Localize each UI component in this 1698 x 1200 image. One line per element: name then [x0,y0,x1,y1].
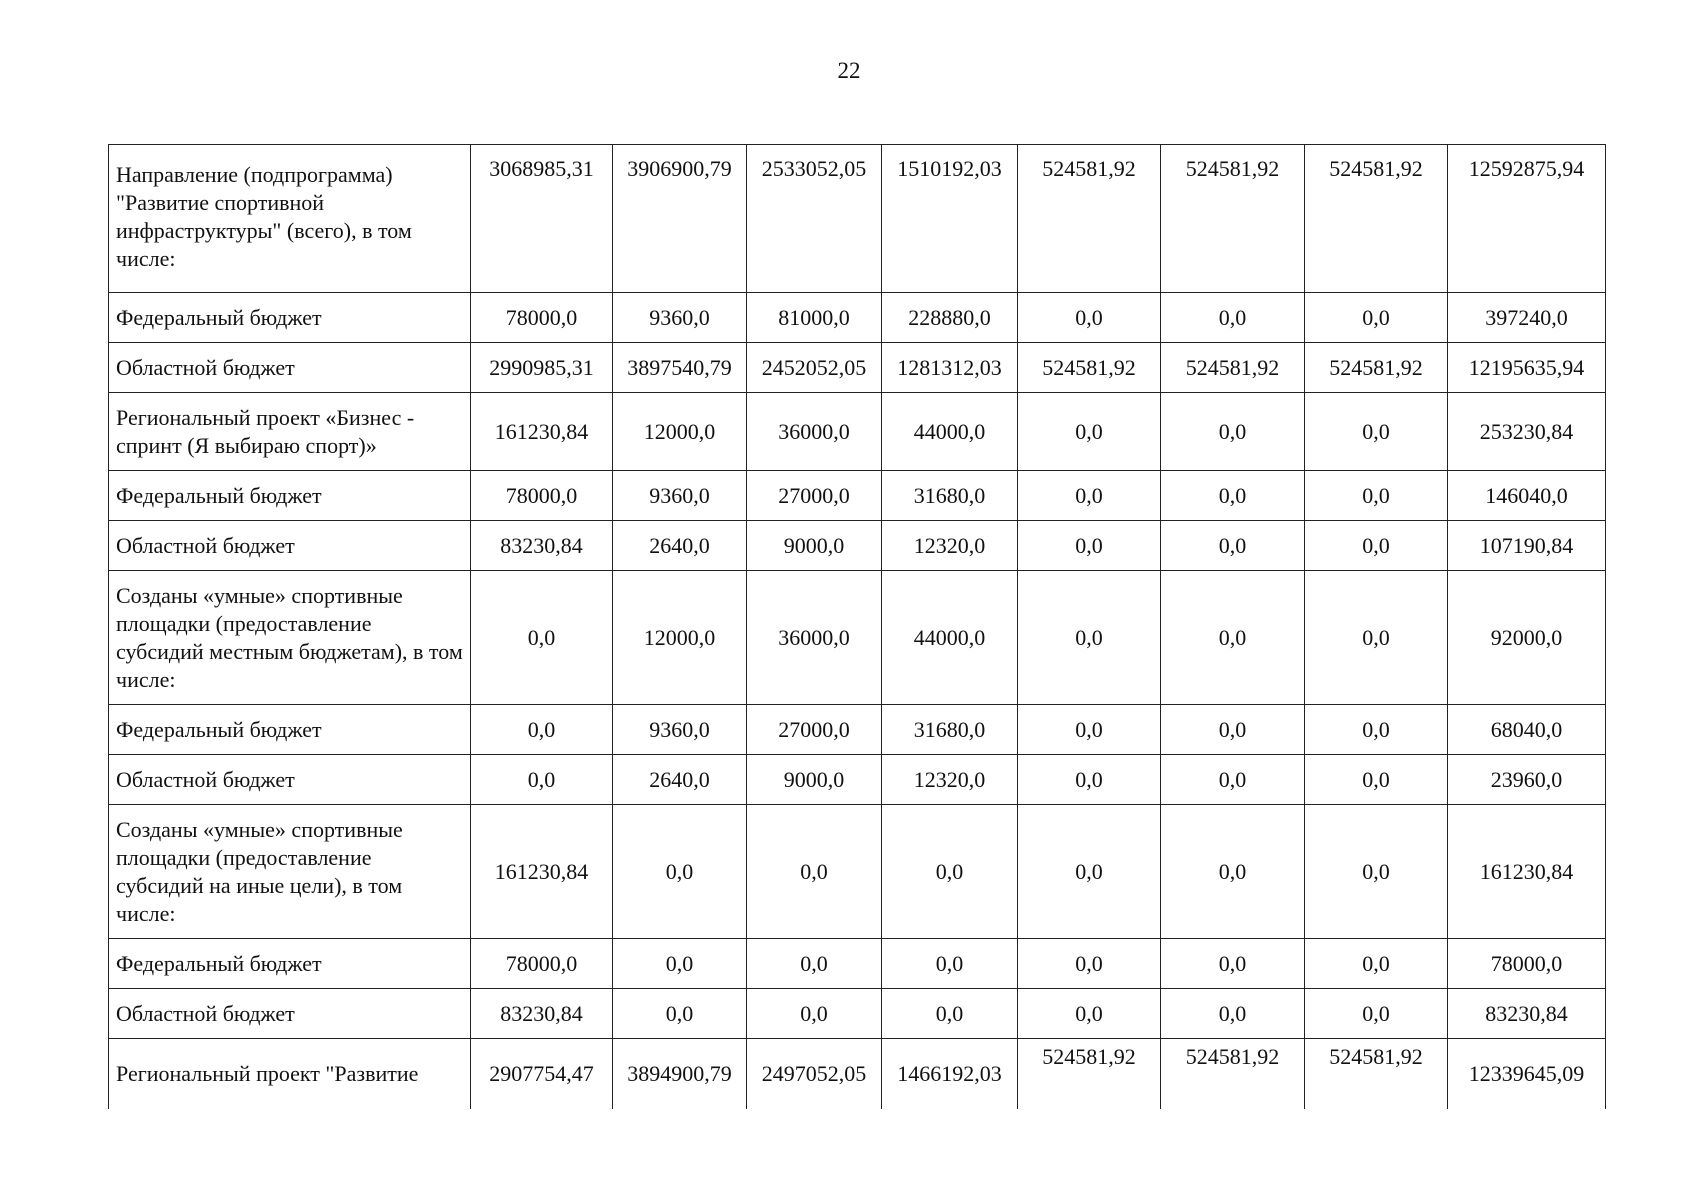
table-row [109,521,1606,571]
value-cell: 9000,0 [747,521,882,571]
value-cell: 0,0 [747,939,882,989]
row-label: Областной бюджет [109,755,471,805]
value-cell: 78000,0 [471,293,613,343]
value-cell: 78000,0 [471,471,613,521]
value-cell: 12000,0 [613,571,747,705]
value-cell: 2533052,05 [747,145,882,293]
value-cell: 0,0 [1161,939,1305,989]
total-cell: 12195635,94 [1448,343,1606,393]
value-cell: 27000,0 [747,705,882,755]
value-cell: 9360,0 [613,471,747,521]
value-cell: 228880,0 [882,293,1018,343]
value-cell: 83230,84 [471,989,613,1039]
value-cell: 0,0 [471,705,613,755]
value-cell: 0,0 [1018,989,1161,1039]
value-cell: 161230,84 [471,805,613,939]
value-cell: 44000,0 [882,571,1018,705]
value-cell: 0,0 [1018,755,1161,805]
value-cell: 0,0 [1161,521,1305,571]
total-cell: 92000,0 [1448,571,1606,705]
total-cell: 146040,0 [1448,471,1606,521]
value-cell: 0,0 [1305,939,1448,989]
row-label: Федеральный бюджет [109,471,471,521]
value-cell: 0,0 [613,805,747,939]
total-cell: 397240,0 [1448,293,1606,343]
value-cell: 1466192,03 [882,1039,1018,1109]
value-cell: 524581,92 [1161,1039,1305,1109]
value-cell: 1281312,03 [882,343,1018,393]
value-cell: 3894900,79 [613,1039,747,1109]
row-label: Федеральный бюджет [109,705,471,755]
value-cell: 81000,0 [747,293,882,343]
row-label: Областной бюджет [109,989,471,1039]
value-cell: 524581,92 [1305,1039,1448,1109]
value-cell: 2497052,05 [747,1039,882,1109]
value-cell: 0,0 [1161,989,1305,1039]
value-cell: 0,0 [1161,293,1305,343]
value-cell: 0,0 [1305,393,1448,471]
page-number: 22 [837,58,861,83]
table-row [109,471,1606,521]
value-cell: 0,0 [1305,293,1448,343]
value-cell: 0,0 [1305,805,1448,939]
value-cell: 0,0 [1305,571,1448,705]
value-cell: 3068985,31 [471,145,613,293]
value-cell: 0,0 [1018,571,1161,705]
row-label: Региональный проект "Развитие [109,1039,471,1109]
value-cell: 0,0 [1161,805,1305,939]
value-cell: 524581,92 [1161,145,1305,293]
value-cell: 0,0 [747,805,882,939]
value-cell: 0,0 [1161,471,1305,521]
value-cell: 12000,0 [613,393,747,471]
total-cell: 253230,84 [1448,393,1606,471]
value-cell: 0,0 [1161,393,1305,471]
row-label: Федеральный бюджет [109,293,471,343]
value-cell: 0,0 [1305,705,1448,755]
value-cell: 0,0 [1161,755,1305,805]
value-cell: 0,0 [1305,471,1448,521]
value-cell: 3906900,79 [613,145,747,293]
value-cell: 0,0 [1018,393,1161,471]
value-cell: 524581,92 [1305,145,1448,293]
value-cell: 2640,0 [613,521,747,571]
value-cell: 0,0 [1161,571,1305,705]
value-cell: 524581,92 [1305,343,1448,393]
value-cell: 524581,92 [1161,343,1305,393]
table-row [109,293,1606,343]
row-label: Созданы «умные» спортивные площадки (предоставление субсидий на иные цели), в том числе: [109,805,471,939]
value-cell: 0,0 [613,939,747,989]
table-row [109,1039,1606,1109]
row-label: Направление (подпрограмма) "Развитие спортивной инфраструктуры" (всего), в том числе: [109,145,471,293]
value-cell: 0,0 [747,989,882,1039]
value-cell: 0,0 [1018,471,1161,521]
value-cell: 0,0 [1018,293,1161,343]
value-cell: 0,0 [882,805,1018,939]
value-cell: 36000,0 [747,571,882,705]
total-cell: 12339645,09 [1448,1039,1606,1109]
table-row [109,705,1606,755]
table-row [109,343,1606,393]
value-cell: 524581,92 [1018,145,1161,293]
table-row [109,755,1606,805]
value-cell: 83230,84 [471,521,613,571]
value-cell: 0,0 [471,755,613,805]
total-cell: 12592875,94 [1448,145,1606,293]
value-cell: 2907754,47 [471,1039,613,1109]
value-cell: 0,0 [1018,939,1161,989]
value-cell: 78000,0 [471,939,613,989]
total-cell: 78000,0 [1448,939,1606,989]
value-cell: 1510192,03 [882,145,1018,293]
value-cell: 0,0 [471,571,613,705]
value-cell: 524581,92 [1018,1039,1161,1109]
total-cell: 83230,84 [1448,989,1606,1039]
total-cell: 23960,0 [1448,755,1606,805]
value-cell: 161230,84 [471,393,613,471]
value-cell: 0,0 [1018,521,1161,571]
value-cell: 36000,0 [747,393,882,471]
value-cell: 9360,0 [613,293,747,343]
total-cell: 161230,84 [1448,805,1606,939]
value-cell: 0,0 [1161,705,1305,755]
table-row [109,571,1606,705]
value-cell: 27000,0 [747,471,882,521]
value-cell: 9000,0 [747,755,882,805]
value-cell: 0,0 [1305,521,1448,571]
table-row [109,989,1606,1039]
table-row [109,393,1606,471]
value-cell: 0,0 [1018,805,1161,939]
value-cell: 0,0 [882,989,1018,1039]
row-label: Областной бюджет [109,521,471,571]
row-label: Областной бюджет [109,343,471,393]
table-row [109,145,1606,293]
value-cell: 0,0 [882,939,1018,989]
total-cell: 107190,84 [1448,521,1606,571]
value-cell: 12320,0 [882,521,1018,571]
value-cell: 31680,0 [882,705,1018,755]
row-label: Созданы «умные» спортивные площадки (предоставление субсидий местным бюджетам), в том числе: [109,571,471,705]
value-cell: 524581,92 [1018,343,1161,393]
table-row [109,805,1606,939]
value-cell: 31680,0 [882,471,1018,521]
budget-table [108,144,1606,1109]
value-cell: 9360,0 [613,705,747,755]
total-cell: 68040,0 [1448,705,1606,755]
value-cell: 2452052,05 [747,343,882,393]
value-cell: 2640,0 [613,755,747,805]
table-row [109,939,1606,989]
value-cell: 3897540,79 [613,343,747,393]
value-cell: 0,0 [613,989,747,1039]
value-cell: 0,0 [1018,705,1161,755]
value-cell: 2990985,31 [471,343,613,393]
row-label: Федеральный бюджет [109,939,471,989]
row-label: Региональный проект «Бизнес - спринт (Я выбираю спорт)» [109,393,471,471]
value-cell: 12320,0 [882,755,1018,805]
value-cell: 0,0 [1305,755,1448,805]
value-cell: 0,0 [1305,989,1448,1039]
value-cell: 44000,0 [882,393,1018,471]
